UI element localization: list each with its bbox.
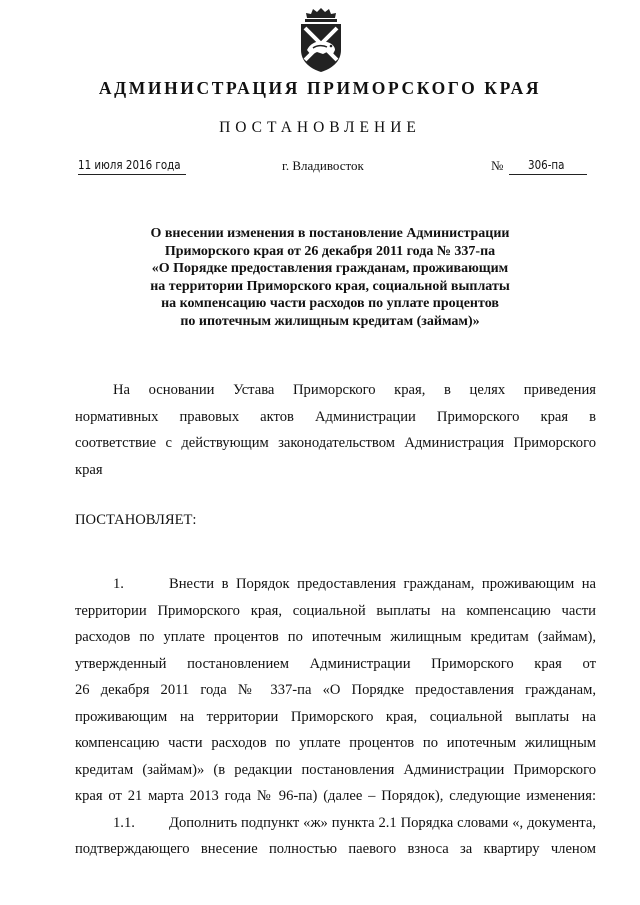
document-number: 306-па — [528, 158, 565, 172]
text-line: На основании Устава Приморского края, в целях приведения — [113, 382, 596, 398]
text-line: края — [75, 461, 103, 478]
title-line: Приморского края от 26 декабря 2011 года № 337-па — [164, 243, 496, 259]
document-title — [60, 225, 600, 330]
text-line: края от 21 марта 2013 года № 96-па) (далее – Порядок), следующие изменения: — [75, 788, 596, 804]
coat-of-arms-icon — [293, 6, 349, 74]
clause-number: 1. — [113, 576, 124, 592]
text-line: кредитам (займам)» (в редакции постановления Администрации Приморского — [75, 761, 596, 778]
clause-number: 1.1. — [113, 814, 135, 831]
title-line: на территории Приморского края, социальной выплаты — [150, 278, 510, 294]
date-underline — [78, 174, 186, 175]
preamble-paragraph — [75, 377, 596, 483]
text-line: соответствие с действующим законодательством Администрация Приморского — [75, 435, 596, 451]
text-line: Внести в Порядок предоставления гражданам, проживающим на — [169, 576, 596, 592]
resolves-heading: ПОСТАНОВЛЯЕТ: — [75, 512, 197, 528]
clause-paragraph — [75, 571, 596, 863]
text-line: Дополнить подпункт «ж» пункта 2.1 Порядка словами «, документа, — [169, 814, 596, 831]
title-line: О внесении изменения в постановление Администрации — [150, 226, 510, 241]
document-type: ПОСТАНОВЛЕНИЕ — [219, 119, 421, 136]
text-line: нормативных правовых актов Администрации Приморского края в — [75, 408, 596, 425]
clause-1-1-first-line — [75, 810, 596, 837]
text-line: подтверждающего внесение полностью паевого взноса за квартиру членом — [75, 841, 596, 857]
title-line: «О Порядке предоставления гражданам, проживающим — [151, 261, 509, 276]
text-line: утвержденный постановлением Администрации Приморского края от — [75, 655, 596, 672]
text-line: расходов по уплате процентов по ипотечным жилищным кредитам (займам), — [75, 629, 596, 645]
document-city: г. Владивосток — [282, 158, 364, 173]
text-line: проживающим на территории Приморского края, социальной выплаты на — [75, 708, 596, 725]
document-date: 11 июля 2016 года — [78, 158, 181, 172]
number-label: № — [491, 158, 504, 173]
clause-1-first-line — [75, 571, 596, 598]
number-underline — [509, 174, 587, 175]
organization-name: АДМИНИСТРАЦИЯ ПРИМОРСКОГО КРАЯ — [98, 78, 542, 98]
title-line: на компенсацию части расходов по уплате процентов — [161, 296, 499, 311]
title-line: по ипотечным жилищным кредитам (займам)» — [180, 313, 480, 329]
text-line: территории Приморского края, социальной выплаты на компенсацию части — [75, 602, 596, 619]
text-line: компенсацию части расходов по уплате процентов по ипотечным жилищным — [75, 735, 596, 751]
text-line: 26 декабря 2011 года № 337-па «О Порядке предоставления гражданам, — [75, 682, 596, 698]
